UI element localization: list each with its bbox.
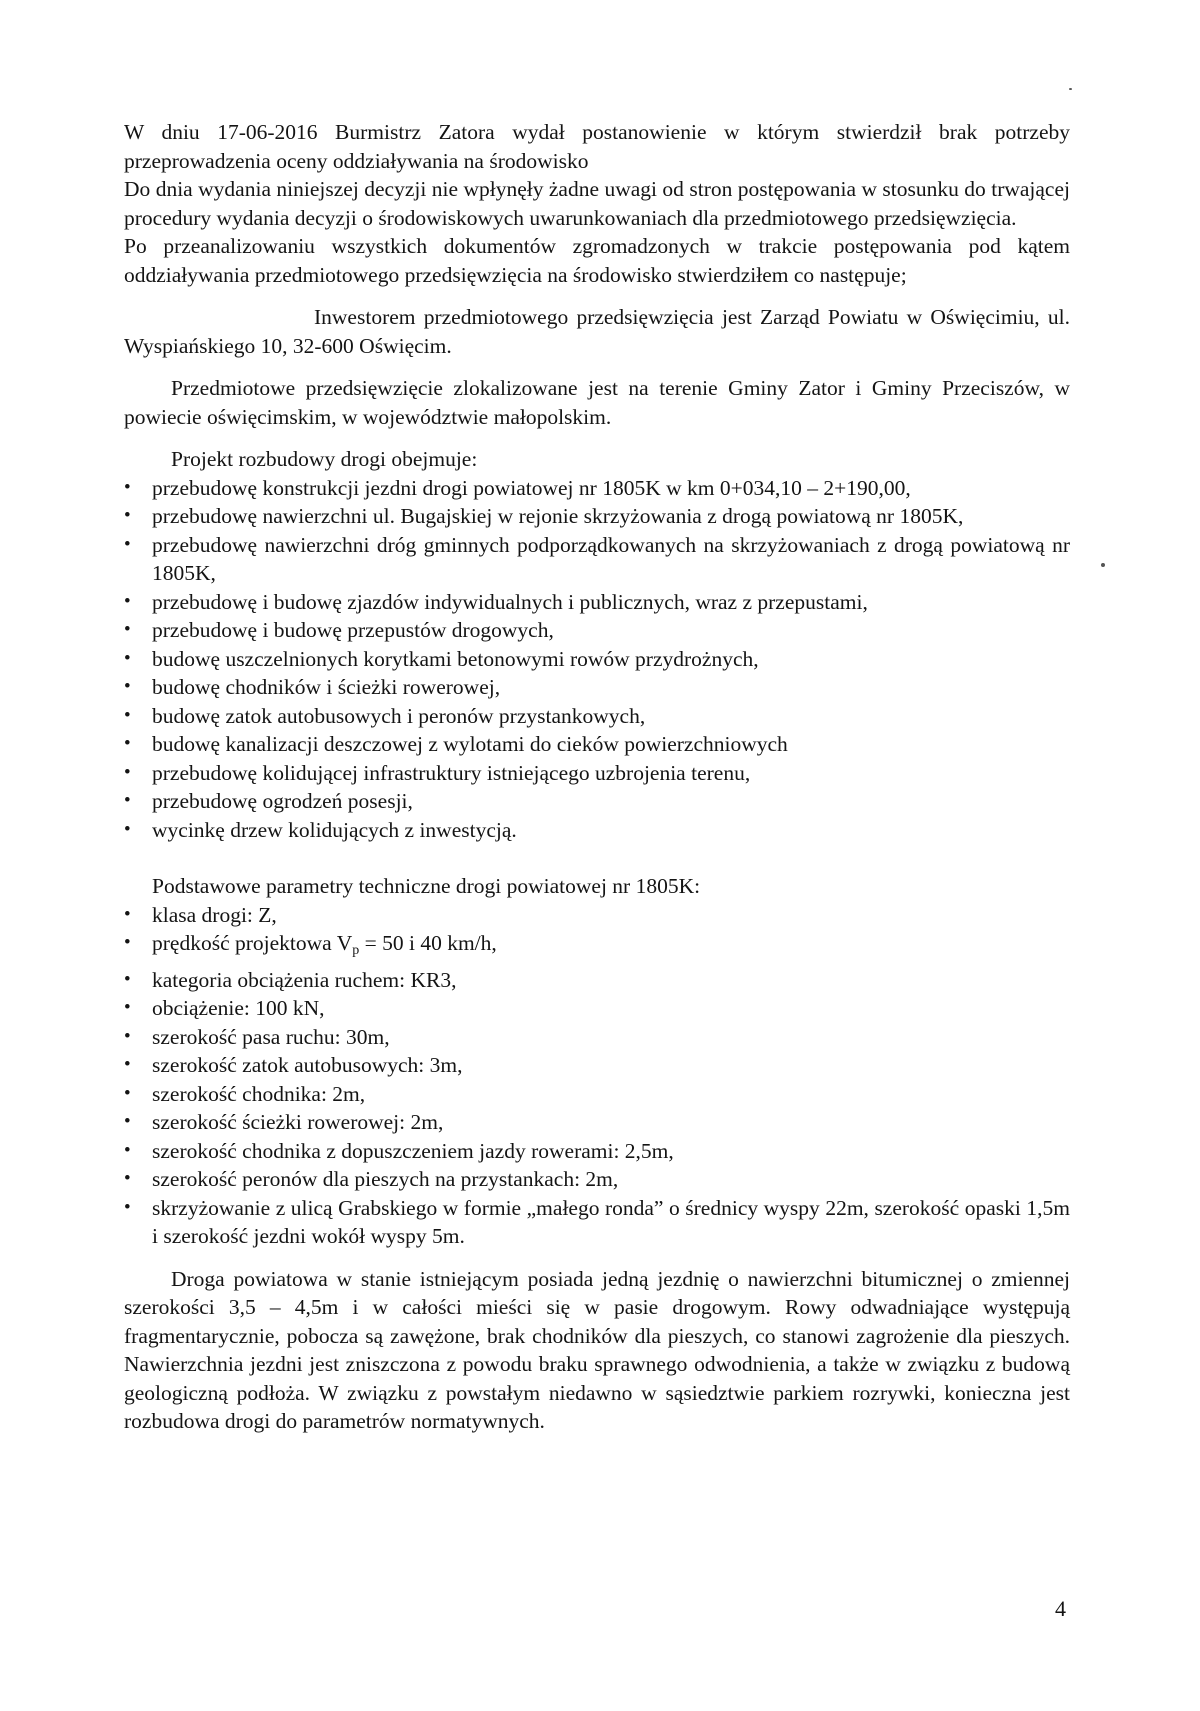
scope-item: • przebudowę kolidującej infrastruktury istniejącego uzbrojenia terenu, — [124, 759, 1070, 788]
parameter-item: • szerokość pasa ruchu: 30m, — [124, 1023, 1070, 1052]
scope-item: • przebudowę nawierzchni dróg gminnych podporządkowanych na skrzyżowaniach z drogą powiatową nr 1805K, — [124, 531, 1070, 588]
spacer — [124, 1251, 1070, 1265]
parameter-item: • szerokość peronów dla pieszych na przystankach: 2m, — [124, 1165, 1070, 1194]
page-number: 4 — [1055, 1596, 1066, 1621]
scope-item: • budowę kanalizacji deszczowej z wylotami do cieków powierzchniowych — [124, 730, 1070, 759]
location-paragraph: Przedmiotowe przedsięwzięcie zlokalizowane jest na terenie Gminy Zator i Gminy Przeciszów, w powiecie oświęcimskim, w województwie małopolskim. — [124, 376, 1070, 429]
scan-speck — [1069, 88, 1072, 90]
speed-value: = 50 i 40 km/h, — [359, 931, 497, 955]
scope-item: • budowę chodników i ścieżki rowerowej, — [124, 673, 1070, 702]
parameter-item: • klasa drogi: Z, — [124, 901, 1070, 930]
scope-item: • przebudowę i budowę zjazdów indywidualnych i publicznych, wraz z przepustami, — [124, 588, 1070, 617]
parameter-item: • szerokość chodnika: 2m, — [124, 1080, 1070, 1109]
parameter-item: • skrzyżowanie z ulicą Grabskiego w formie „małego ronda” o średnicy wyspy 22m, szerokość opaski 1,5m i szerokość jezdni wokół wyspy 5m. — [124, 1194, 1070, 1251]
scope-lead: Projekt rozbudowy drogi obejmuje: — [171, 447, 478, 471]
parameters-list — [124, 901, 1070, 1251]
parameter-item: • obciążenie: 100 kN, — [124, 994, 1070, 1023]
spacer — [124, 360, 1070, 374]
parameter-item: • szerokość zatok autobusowych: 3m, — [124, 1051, 1070, 1080]
scope-item: • przebudowę ogrodzeń posesji, — [124, 787, 1070, 816]
scope-item: • przebudowę konstrukcji jezdni drogi powiatowej nr 1805K w km 0+034,10 – 2+190,00, — [124, 474, 1070, 503]
intro-paragraph-analysis: Po przeanalizowaniu wszystkich dokumentów zgromadzonych w trakcie postępowania pod kątem oddziaływania przedmiotowego przedsięwzięcia na środowisko stwierdziłem co następuje; — [124, 234, 1070, 287]
parameter-item: • kategoria obciążenia ruchem: KR3, — [124, 966, 1070, 995]
speed-text: prędkość projektowa V — [152, 931, 353, 955]
spacer — [124, 289, 1070, 303]
intro-paragraph-remarks: Do dnia wydania niniejszej decyzji nie wpłynęły żadne uwagi od stron postępowania w stosunku do trwającej procedury wydania decyzji o środowiskowych uwarunkowaniach dla przedmiotowego przedsięwzięcia. — [124, 177, 1070, 230]
scope-item: • przebudowę nawierzchni ul. Bugajskiej w rejonie skrzyżowania z drogą powiatową nr 1805K, — [124, 502, 1070, 531]
investor-paragraph: Inwestorem przedmiotowego przedsięwzięcia jest Zarząd Powiatu w Oświęcimiu, ul. Wyspiańskiego 10, 32-600 Oświęcim. — [124, 305, 1070, 358]
parameter-item-design-speed — [124, 929, 1070, 966]
spacer — [124, 431, 1070, 445]
scan-speck — [1101, 563, 1105, 567]
parameter-item: • szerokość chodnika z dopuszczeniem jazdy rowerami: 2,5m, — [124, 1137, 1070, 1166]
intro-paragraph-decision: W dniu 17-06-2016 Burmistrz Zatora wydał postanowienie w którym stwierdził brak potrzeby przeprowadzenia oceny oddziaływania na środowisko — [124, 120, 1070, 173]
spacer — [124, 844, 1070, 872]
scope-item: • wycinkę drzew kolidujących z inwestycją. — [124, 816, 1070, 845]
parameters-lead: Podstawowe parametry techniczne drogi powiatowej nr 1805K: — [152, 874, 701, 898]
document-page — [124, 118, 1070, 1436]
existing-state-paragraph: Droga powiatowa w stanie istniejącym posiada jedną jezdnię o nawierzchni bitumicznej o zmiennej szerokości 3,5 – 4,5m i w całości mieści się w pasie drogowym. Rowy odwadniające występują fragmentarycznie, pobocza są zawężone, brak chodników dla pieszych, co stanowi zagrożenie dla pieszych. Nawierzchnia jezdni jest zniszczona z powodu braku sprawnego odwodnienia, a także w związku z budową geologiczną podłoża. W związku z powstałym niedawno w sąsiedztwie parkiem rozrywki, konieczna jest rozbudowa drogi do parametrów normatywnych. — [124, 1266, 1070, 1433]
scope-item: • budowę zatok autobusowych i peronów przystankowych, — [124, 702, 1070, 731]
scope-list — [124, 474, 1070, 845]
speed-subscript: p — [352, 943, 360, 958]
scope-item: • budowę uszczelnionych korytkami betonowymi rowów przydrożnych, — [124, 645, 1070, 674]
scope-item: • przebudowę i budowę przepustów drogowych, — [124, 616, 1070, 645]
parameter-item: • szerokość ścieżki rowerowej: 2m, — [124, 1108, 1070, 1137]
